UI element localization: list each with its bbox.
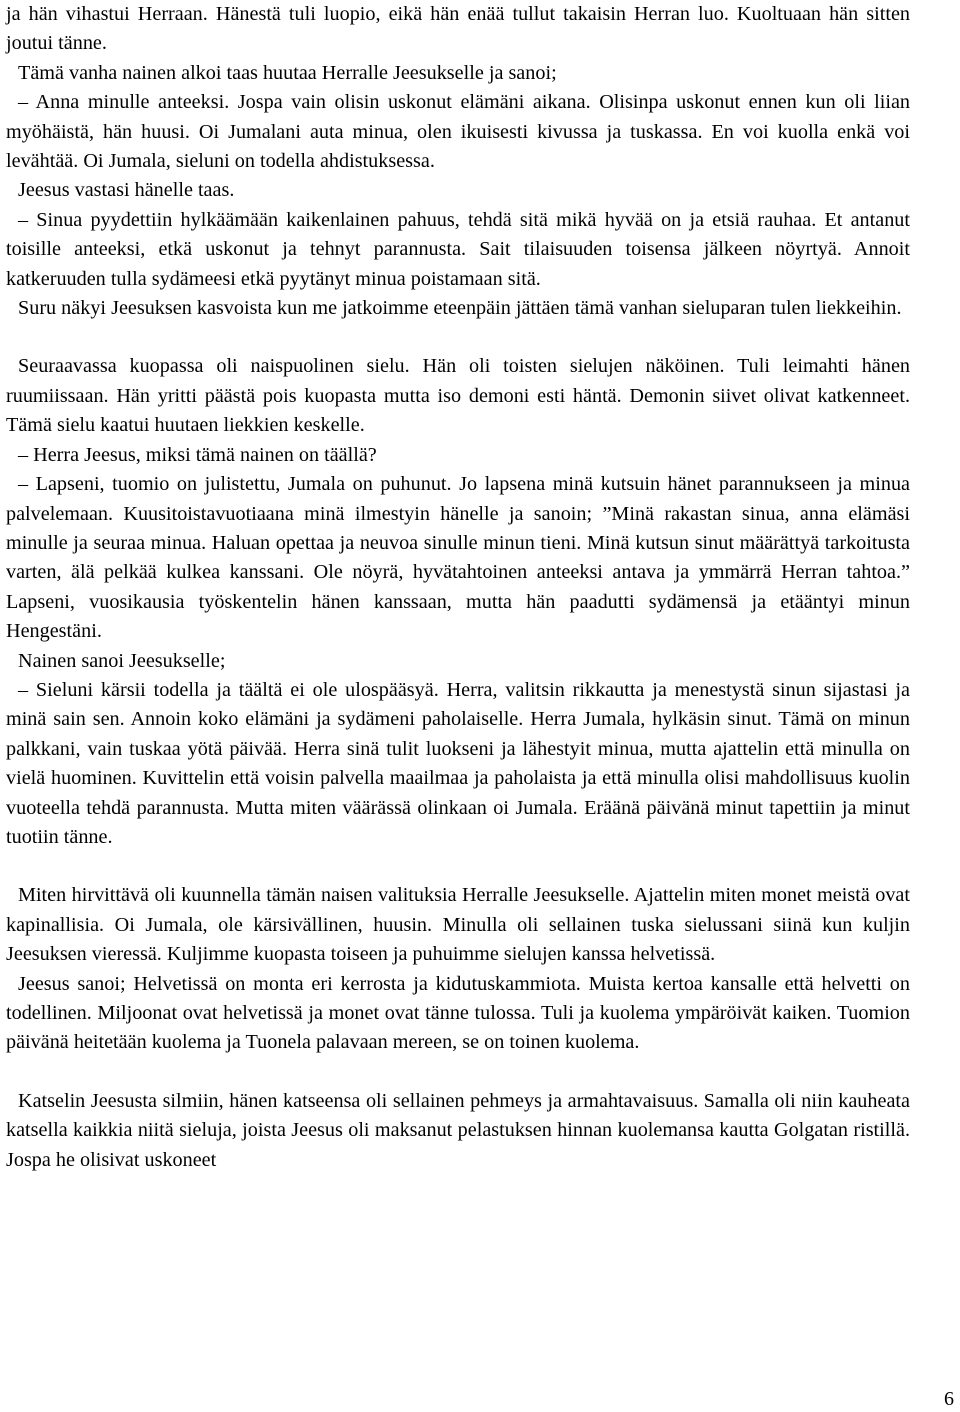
paragraph-4: Jeesus vastasi hänelle taas. bbox=[18, 179, 235, 202]
paragraph-12: Miten hirvittävä oli kuunnella tämän naisen valituksia Herralle Jeesukselle. Ajattelin miten monet meistä ovat kapinallisia. Oi Jumala, ole kärsivällinen, huusin. Minulla oli sellainen tuska sielussani siinä kun kuljin Jeesuksen vieressä. Kuljimme kuopasta toiseen ja puhuimme sielujen kanssa helvetissä. bbox=[6, 884, 910, 966]
paragraph-10: Nainen sanoi Jeesukselle; bbox=[18, 649, 226, 672]
paragraph-5: – Sinua pyydettiin hylkäämään kaikenlainen pahuus, tehdä sitä mikä hyvää on ja etsiä rauhaa. Et antanut toisille anteeksi, etkä uskonut ja tehnyt parannusta. Sait tilaisuuden toisensa jälkeen nöyrtyä. Annoit katkeruuden tulla sydämeesi etkä pyytänyt minua poistamaan sitä. bbox=[6, 208, 910, 290]
paragraph-7: Seuraavassa kuopassa oli naispuolinen sielu. Hän oli toisten sielujen näköinen. Tuli leimahti hänen ruumiissaan. Hän yritti päästä pois kuopasta mutta iso demoni esti häntä. Demonin siivet olivat katkenneet. Tämä sielu kaatui huutaen liekkien keskelle. bbox=[6, 355, 910, 437]
page-number: 6 bbox=[944, 1388, 954, 1410]
paragraph-6: Suru näkyi Jeesuksen kasvoista kun me jatkoimme eteenpäin jättäen tämä vanhan sieluparan tulen liekkeihin. bbox=[18, 297, 902, 320]
paragraph-13: Jeesus sanoi; Helvetissä on monta eri kerrosta ja kidutuskammiota. Muista kertoa kansalle että helvetti on todellinen. Miljoonat ovat helvetissä ja monet ovat tänne tulossa. Tuli ja kuolema ympäröivät kaiken. Tuomion päivänä heitetään kuolema ja Tuonela palavaan mereen, se on toinen kuolema. bbox=[6, 972, 910, 1054]
paragraph-8: – Herra Jeesus, miksi tämä nainen on täällä? bbox=[18, 443, 377, 466]
paragraph-11: – Sieluni kärsii todella ja täältä ei ole ulospääsyä. Herra, valitsin rikkautta ja menestystä sinun sijastasi ja minä sain sen. Annoin koko elämäni ja sydämeni paholaiselle. Herra Jumala, hylkäsin sinut. Tämä on minun palkkani, vain tuskaa yötä päivää. Herra sinä tulit luokseni ja lähestyit minua, mutta ajattelin että minulla on vielä huominen. Kuvittelin että voisin palvella maailmaa ja paholaista ja että minulla olisi mahdollisuus kuolin vuoteella tehdä parannusta. Mutta miten väärässä olinkaan oi Jumala. Eräänä päivänä minut tapettiin ja minut tuotiin tänne. bbox=[6, 678, 910, 848]
paragraph-2: Tämä vanha nainen alkoi taas huutaa Herralle Jeesukselle ja sanoi; bbox=[18, 61, 557, 84]
document-page bbox=[6, 0, 910, 1175]
paragraph-1: ja hän vihastui Herraan. Hänestä tuli luopio, eikä hän enää tullut takaisin Herran luo. Kuoltuaan hän sitten joutui tänne. bbox=[6, 3, 910, 55]
paragraph-3: – Anna minulle anteeksi. Jospa vain olisin uskonut elämäni aikana. Olisinpa uskonut ennen kun oli liian myöhäistä, hän huusi. Oi Jumalani auta minua, olen ikuisesti kivussa ja tuskassa. En voi kuolla enkä voi levähtää. Oi Jumala, sieluni on todella ahdistuksessa. bbox=[6, 91, 910, 173]
paragraph-14: Katselin Jeesusta silmiin, hänen katseensa oli sellainen pehmeys ja armahtavaisuus. Samalla oli niin kauheata katsella kaikkia niitä sieluja, joista Jeesus oli maksanut pelastuksen hinnan kuolemansa kautta Golgatan ristillä. Jospa he olisivat uskoneet bbox=[6, 1089, 910, 1171]
paragraph-9: – Lapseni, tuomio on julistettu, Jumala on puhunut. Jo lapsena minä kutsuin hänet parannukseen ja minua palvelemaan. Kuusitoistavuotiaana minä ilmestyin hänelle ja sanoin; ”Minä rakastan sinua, anna elämäsi minulle ja seuraa minua. Haluan opettaa ja neuvoa sinulle minun tieni. Minä kutsun sinut määrättyä tarkoitusta varten, älä pelkää kulkea kanssani. Ole nöyrä, hyvätahtoinen anteeksi antava ja ymmärrä Herran tahtoa.” Lapseni, vuosikausia työskentelin hänen kanssaan, mutta hän paadutti sydämensä ja etääntyi minun Hengestäni. bbox=[6, 473, 910, 643]
